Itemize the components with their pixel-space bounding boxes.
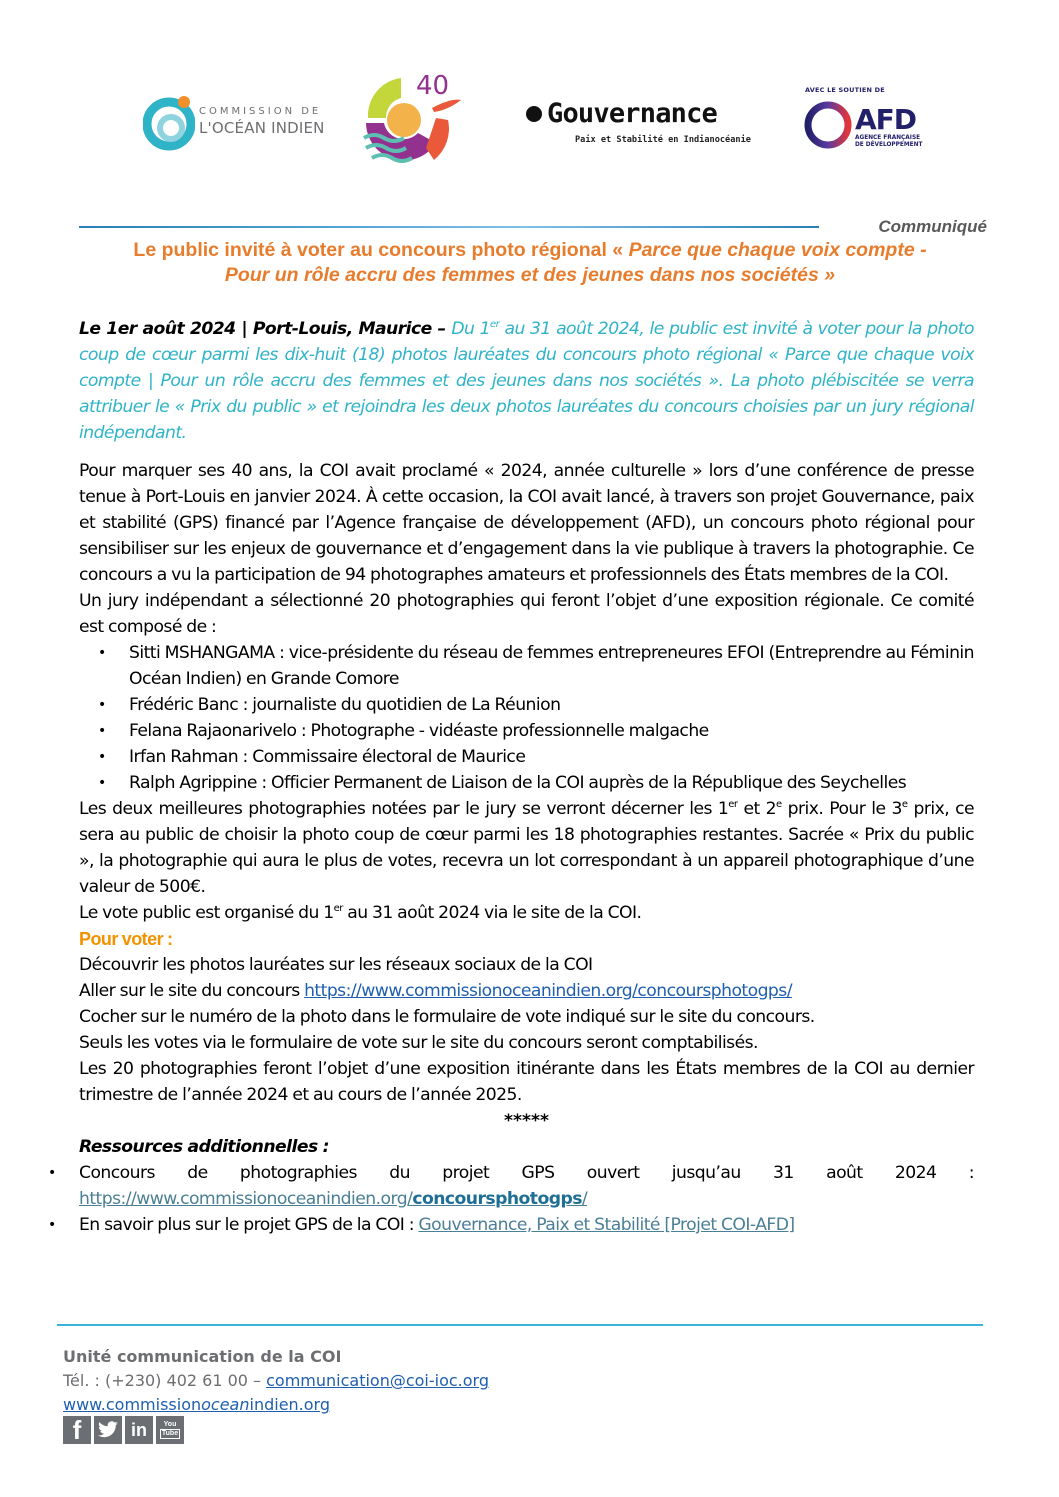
jury-member: • Frédéric Banc : journaliste du quotidien de La Réunion [129,692,974,718]
twitter-icon[interactable] [94,1416,122,1444]
linkedin-icon[interactable]: in [125,1416,153,1444]
social-icons [63,1416,184,1444]
prizes-paragraph: Les deux meilleures photographies notées par le jury se verront décerner les 1er et 2e prix. Pour le 3e prix, ce sera au public de choisir la photo coup de cœur parmi les 18 photographies restantes. Sacrée « Prix du public », la photographie qui aura le plus de votes, recevra un lot correspondant à un appareil photographique d’une valeur de 500€. [79,799,975,897]
vote-step-3: Cocher sur le numéro de la photo dans le formulaire de vote indiqué sur le site du concours. [79,1007,815,1027]
section-separator: ***** [504,1111,549,1131]
resource-item: • En savoir plus sur le projet GPS de la COI : Gouvernance, Paix et Stabilité [Projet COI-AFD] [79,1212,974,1238]
lead-paragraph: Le 1er août 2024 | Port-Louis, Maurice – Du 1er au 31 août 2024, le public est invité à voter pour la photo coup de cœur parmi les dix-huit (18) photos lauréates du concours photo régional « Parce que chaque voix compte | Pour un rôle accru des femmes et des jeunes dans nos sociétés ». La photo plébiscitée se verra attribuer le « Prix du public » et rejoindra les deux photos lauréates du concours choisies par un jury régional indépendant. [79,319,974,443]
facebook-icon[interactable]: f [63,1416,91,1444]
vote-step-1: Découvrir les photos lauréates sur les réseaux sociaux de la COI [79,955,593,975]
document-type-label: Communiqué [878,217,987,236]
email-link[interactable]: communication@coi-ioc.org [266,1371,490,1390]
gouvernance-name: Gouvernance [547,98,718,129]
coi-logo-line1: COMMISSION DE [199,106,322,117]
gps-project-link[interactable]: Gouvernance, Paix et Stabilité [Projet COI-AFD] [418,1215,795,1235]
vote-step-2: Aller sur le site du concours https://www.commissionoceanindien.org/concoursphotogps/ [79,981,792,1001]
anniversary-40-logo [356,68,466,174]
afd-ring-icon [803,100,853,150]
jury-member: • Irfan Rahman : Commissaire électoral de Maurice [129,744,974,770]
resource-item: • Concours de photographies du projet GPS ouvert jusqu’au 31 août 2024 : https://www.commissionoceanindien.org/concoursphotogps/ [79,1160,974,1212]
afd-name: AFD [855,103,917,136]
jury-intro-paragraph: Un jury indépendant a sélectionné 20 photographies qui feront l’objet d’une exposition régionale. Ce comité est composé de : [79,591,974,637]
contest-resource-link[interactable]: https://www.commissionoceanindien.org/concoursphotogps/ [79,1189,588,1209]
jury-member: • Sitti MSHANGAMA : vice-présidente du réseau de femmes entrepreneures EFOI (Entreprendre au Féminin Océan Indien) en Grande Comore [129,640,974,692]
youtube-icon[interactable]: You Tube [156,1416,184,1444]
footer-website-line [63,1393,489,1417]
gouvernance-emblem-icon [500,84,550,164]
jury-list [79,640,974,796]
afd-logo [803,86,933,156]
gouvernance-tagline: Paix et Stabilité en Indianocéanie [575,135,751,145]
contest-site-link[interactable]: https://www.commissionoceanindien.org/concoursphotogps/ [304,981,792,1001]
resources-heading: Ressources additionnelles : [79,1137,329,1157]
dateline: Le 1er août 2024 | Port-Louis, Maurice – [79,319,452,339]
resources-list [79,1160,974,1238]
main-body [79,458,974,1238]
website-link[interactable]: www.commissionoceanindien.org [63,1395,330,1414]
vote-step-5: Les 20 photographies feront l’objet d’une exposition itinérante dans les États membres de la COI au dernier trimestre de l’année 2024 et au cours de l’année 2025. [79,1059,974,1105]
jury-member: • Ralph Agrippine : Officier Permanent de Liaison de la COI auprès de la République des Seychelles [129,770,974,796]
intro-paragraph: Pour marquer ses 40 ans, la COI avait proclamé « 2024, année culturelle » lors d’une conférence de presse tenue à Port-Louis en janvier 2024. À cette occasion, la COI avait lancé, à travers son projet Gouvernance, paix et stabilité (GPS) financé par l’Agence française de développement (AFD), un concours photo régional pour sensibiliser sur les enjeux de gouvernance et d’engagement dans la vie publique à travers la photographie. Ce concours a vu la participation de 94 photographes amateurs et professionnels des États membres de la COI. [79,461,974,585]
vote-step-4: Seuls les votes via le formulaire de vote sur le site du concours seront comptabilisés. [79,1033,758,1053]
coi-emblem-icon [143,90,195,154]
gouvernance-logo [500,84,765,164]
how-to-vote-heading: Pour voter : [79,929,173,949]
svg-text:40: 40 [416,71,450,101]
jury-member: • Felana Rajaonarivelo : Photographe - vidéaste professionnelle malgache [129,718,974,744]
afd-support-label: AVEC LE SOUTIEN DE [805,86,885,94]
footer-phone-line: Tél. : (+230) 402 61 00 – communication@coi-ioc.org [63,1371,490,1390]
afd-subtitle: AGENCE FRANÇAISE DE DÉVELOPPEMENT [855,135,923,148]
anniversary-emblem-icon [356,68,466,174]
header-divider [79,226,819,228]
vote-period-paragraph: Le vote public est organisé du 1er au 31 août 2024 via le site de la COI. [79,903,642,923]
footer-divider [57,1324,983,1326]
coi-logo [143,90,333,154]
footer-contact [63,1345,489,1417]
footer-unit: Unité communication de la COI [63,1347,342,1366]
page-title: Le public invité à voter au concours photo régional « Parce que chaque voix compte - Pour un rôle accru des femmes et des jeunes dans nos sociétés » [133,239,927,286]
coi-logo-line2: L'OCÉAN INDIEN [199,119,325,137]
